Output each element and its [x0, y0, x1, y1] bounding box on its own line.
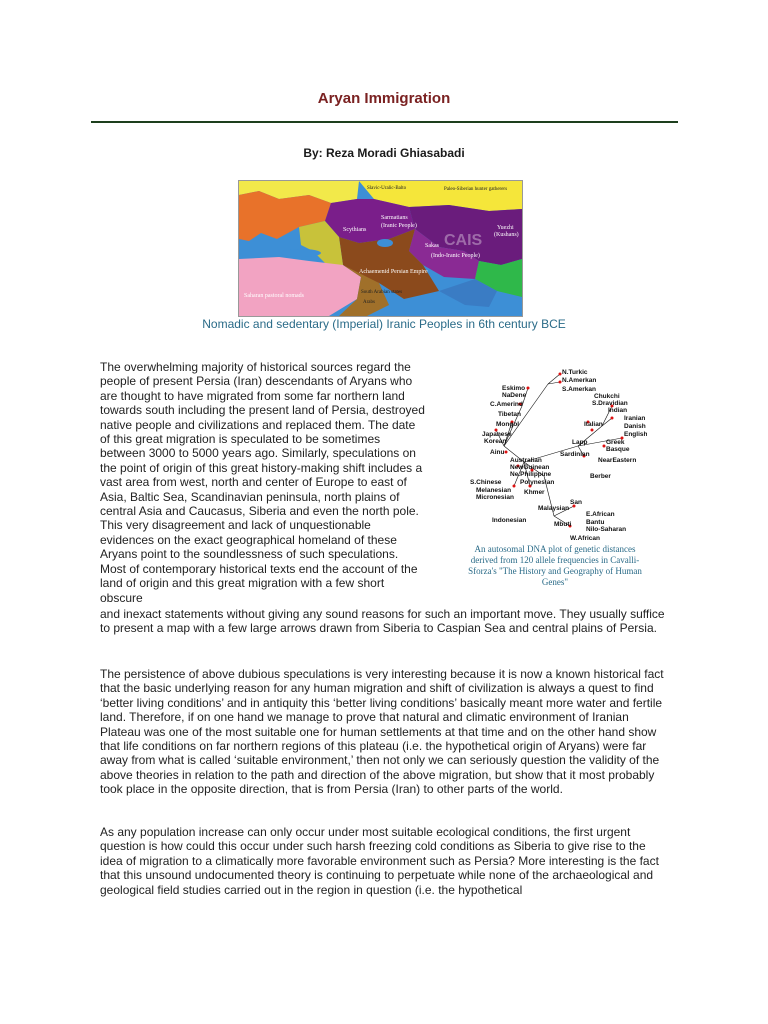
svg-text:CAIS: CAIS	[444, 232, 483, 249]
dna-label-nadene: NaDene	[502, 392, 527, 399]
dna-label-mbuti: Mbuti	[554, 521, 572, 528]
dna-label-melanesian: Melanesian	[476, 487, 512, 494]
dna-label-tibetan: Tibetan	[498, 411, 521, 418]
dna-label-nilo-saharan: Nilo-Saharan	[586, 526, 627, 533]
dna-label-polynesian: Polynesian	[520, 479, 555, 486]
dna-label-n-turkic: N.Turkic	[562, 369, 588, 376]
dna-label-basque: Basque	[606, 446, 630, 453]
map-label-scythians: Scythians	[343, 227, 367, 233]
dna-label-s-amerkan: S.Amerkan	[562, 386, 596, 393]
dna-label-c-amerind: C.Amerind	[490, 401, 523, 408]
dna-label-japanese: Japanese	[482, 431, 512, 438]
map-graphic	[239, 181, 522, 316]
dna-label-indian: Indian	[608, 407, 628, 414]
dna-label-mongol: Mongol	[496, 421, 520, 428]
dna-label-danish: Danish	[624, 423, 646, 430]
dna-label-eskimo: Eskimo	[502, 385, 526, 392]
dna-label-e-african: E.African	[586, 511, 615, 518]
map-label-kushans: (Kushans)	[494, 232, 519, 238]
map-label-slavic: Slavic-Uralic-Balto	[367, 186, 407, 191]
dna-label-greek: Greek	[606, 439, 625, 446]
map-label-achaemenid: Achaemenid Persian Empire	[359, 269, 428, 275]
map-label-indo-iranic: (Indo-Iranic People)	[431, 253, 480, 259]
map-caption: Nomadic and sedentary (Imperial) Iranic Peoples in 6th century BCE	[202, 317, 566, 331]
title-divider	[91, 121, 678, 123]
map-label-arabs: Arabs	[363, 300, 375, 305]
document-title: Aryan Immigration	[317, 90, 451, 107]
map-label-iranic: (Iranic People)	[381, 223, 417, 229]
author-byline: By: Reza Moradi Ghiasabadi	[303, 146, 465, 160]
dna-label-san: San	[570, 499, 582, 506]
map-label-saharan: Saharan pastoral nomads	[244, 293, 304, 299]
dna-label-ainu: Ainu	[490, 449, 505, 456]
dna-plot-caption: An autosomal DNA plot of genetic distances derived from 120 allele frequencies in Cavalli-Sforza's "The History and Geography of Human Genes"	[468, 544, 642, 587]
dna-label-australian: Australian	[510, 457, 542, 464]
dna-label-khmer: Khmer	[524, 489, 545, 496]
dna-label-chukchi: Chukchi	[594, 393, 620, 400]
dna-label-s-dravidian: S.Dravidian	[592, 400, 628, 407]
map-label-sakas: Sakas	[425, 243, 439, 249]
dna-label-s-chinese: S.Chinese	[470, 479, 502, 486]
paragraph-3: As any population increase can only occur under most suitable ecological conditions, the first urgent question is how could this occur under such harsh freezing cold conditions as Siberia to give rise to the idea of migration to a climatically more favorable environment such as Persia? More interesting is the fact that this unsound undocumented theory is continuing to perpetuate while none of the archaeological and geological field studies carried out in the region in question (i.e. the hypothetical	[100, 825, 659, 897]
dna-label-malaysian: Malaysian	[538, 505, 570, 512]
dna-label-ne-philippine: Ne.Philippine	[510, 471, 552, 478]
dna-label-korean: Korean	[484, 438, 507, 445]
dna-label-bantu: Bantu	[586, 519, 605, 526]
dna-label-n-amerkan: N.Amerkan	[562, 377, 597, 384]
dna-label-lapp: Lapp	[572, 439, 588, 446]
dna-label-neareastern: NearEastern	[598, 457, 637, 464]
map-label-paleo: Paleo-Siberian hunter gatherers	[444, 187, 508, 192]
dna-label-w-african: W.African	[570, 535, 600, 542]
dna-plot-graphic	[462, 366, 647, 547]
dna-label-iranian: Iranian	[624, 415, 646, 422]
dna-label-berber: Berber	[590, 473, 611, 480]
map-label-sarmatians: Sarmatians	[381, 215, 408, 221]
map-label-yuezhi: Yuezhi	[497, 225, 514, 231]
dna-label-newguinean: NewGuinean	[510, 464, 550, 471]
iranic-peoples-map	[238, 180, 523, 317]
paragraph-2: The persistence of above dubious speculations is very interesting because it is now a known historical fact that the basic underlying reason for any human migration and shift of civilization is always a quest to find ‘better living conditions’ and in antiquity this ‘better living conditions’ basically meant more water and fertile land. Therefore, if on one hand we manage to prove that natural and climatic environment of Iranian Plateau was one of the most suitable one for human settlements at that time and on the other hand show that life conditions on far northern regions of this plateau (i.e. the hypothetical origin of Aryans) were far away from what is called ‘suitable environment,’ then not only we can seriously question the validity of the above theories in relation to the path and direction of the above migration, but show that it most probably took place in the opposite direction, that is from Persia (Iran) to other parts of the world.	[100, 667, 664, 797]
dna-label-italian: Italian	[584, 421, 603, 428]
dna-label-sardinian: Sardinian	[560, 451, 590, 458]
dna-distance-plot	[462, 366, 647, 547]
map-label-arabia: South Arabian states	[361, 290, 403, 295]
dna-label-micronesian: Micronesian	[476, 494, 514, 501]
dna-label-english: English	[624, 431, 647, 438]
paragraph-1-wrapped: The overwhelming majority of historical sources regard the people of present Persia (Iran) descendants of Aryans who are thought to have migrated from some far northern land towards south including the present land of Persia, destroyed native people and civilizations and replaced them. The date of this great migration is speculated to be sometimes between 3000 to 5000 years ago. Similarly, speculations on the point of origin of this great history-making shift includes a vast area from west, north and center of Europe to east of Asia, Baltic Sea, Scandinavian peninsula, north plains of central Asia and Caucasus, Siberia and even the north pole. This very disagreement and lack of unquestionable evidences on the exact geographical homeland of these Aryans point to the soundlessness of such speculations. Most of contemporary historical texts end the account of the land of origin and this great migration with a few short obscure	[100, 360, 425, 605]
paragraph-1-continued: and inexact statements without giving any sound reasons for such an important move. They usually suffice to present a map with a few large arrows drawn from Siberia to Caspian Sea and central plains of Persia.	[100, 607, 665, 636]
dna-label-indonesian: Indonesian	[492, 517, 527, 524]
